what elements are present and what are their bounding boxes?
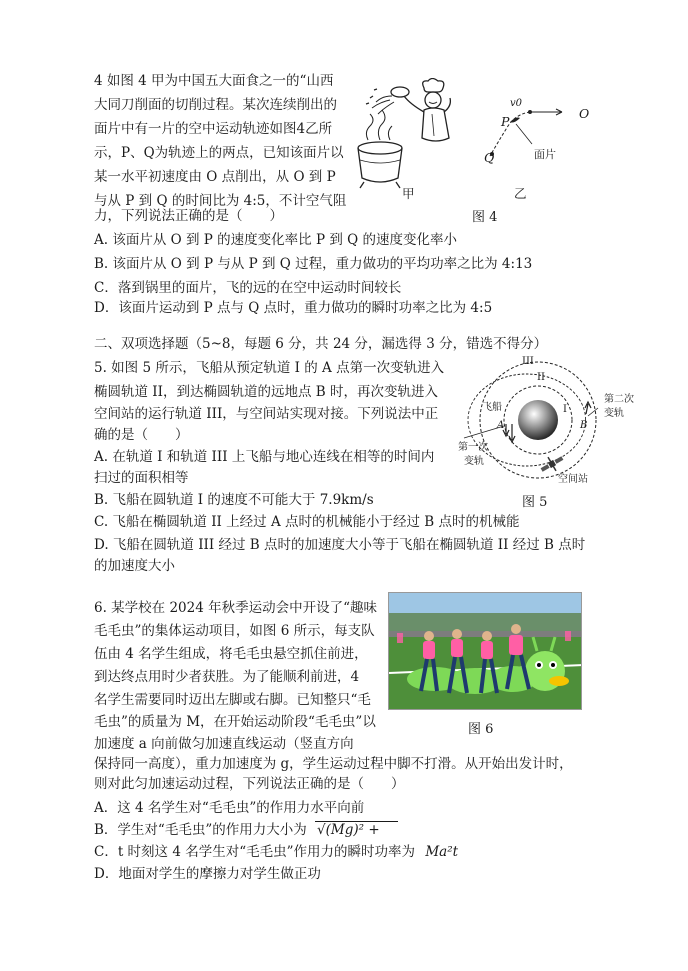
q6-line-7: 加速度 a 向前做匀加速直线运动（竖直方向 — [94, 736, 354, 752]
q5-line-4: 确的是（ ） — [94, 427, 189, 443]
q6-line-1: 6. 某学校在 2024 年秋季运动会中开设了“趣味 — [94, 600, 378, 616]
q5-option-b: B. 飞船在圆轨道 I 的速度不可能大于 7.9km/s — [94, 492, 374, 508]
q6-option-c-text: C．t 时刻这 4 名学生对“毛毛虫”作用力的瞬时功率为 — [94, 844, 416, 860]
q6-option-d: D．地面对学生的摩擦力对学生做正功 — [94, 866, 321, 882]
q6-line-3: 伍由 4 名学生组成，将毛毛虫悬空抓住前进， — [94, 646, 368, 662]
q4-option-b: B. 该面片从 O 到 P 与从 P 到 Q 过程，重力做功的平均功率之比为 4:13 — [94, 256, 533, 272]
caterpillar-race-photo — [388, 592, 582, 710]
label-point-a: A — [497, 420, 505, 431]
q5-option-a-cont: 扫过的面积相等 — [94, 470, 189, 486]
q4-line-1: 4 如图 4 甲为中国五大面食之一的“山西 — [94, 73, 334, 89]
q6-line-6: 毛虫”的质量为 M，在开始运动阶段“毛毛虫”以 — [94, 714, 376, 730]
q4-line-2: 大同刀削面的切削过程。某次连续削出的 — [94, 97, 337, 113]
orbit-label-i: I — [563, 404, 567, 415]
label-spaceship: 飞船 — [482, 402, 502, 413]
q6-option-c-formula: Ma²t — [425, 844, 459, 860]
q6-line-8: 保持同一高度），重力加速度为 g，学生运动过程中脚不打滑。从开始出发计时， — [94, 756, 573, 772]
orbit-label-iii: III — [522, 356, 534, 367]
q4-line-4: 示，P、Q为轨迹上的两点，已知该面片以 — [94, 145, 344, 161]
q4-option-c: C．落到锅里的面片，飞的远的在空中运动时间较长 — [94, 280, 402, 296]
figure-5-caption: 图 5 — [522, 495, 548, 510]
label-space-station: 空间站 — [558, 474, 588, 485]
q6-line-9: 则对此匀加速运动过程，下列说法正确的是（ ） — [94, 776, 405, 792]
label-v0: v0 — [510, 98, 523, 109]
chef-cutting-noodles-illustration — [354, 78, 466, 190]
label-first-transfer-2: 变轨 — [464, 456, 484, 467]
q5-option-d: D. 飞船在圆轨道 III 经过 B 点时的加速度大小等于飞船在椭圆轨道 II 经过 B 点时 — [94, 537, 586, 553]
q5-option-a: A. 在轨道 I 和轨道 III 上飞船与地心连线在相等的时间内 — [94, 449, 435, 465]
q4-line-7: 力，下列说法正确的是（ ） — [94, 208, 283, 224]
q4-line-3: 面片中有一片的空中运动轨迹如图4乙所 — [94, 121, 333, 137]
label-second-transfer-2: 变轨 — [604, 408, 624, 419]
figure-6-caption: 图 6 — [468, 722, 494, 737]
label-first-transfer-1: 第一次 — [458, 442, 488, 453]
q4-line-6: 与从 P 到 Q 的时间比为 4:5，不计空气阻 — [94, 193, 347, 209]
q5-option-d-cont: 的加速度大小 — [94, 558, 175, 574]
q6-option-a: A．这 4 名学生对“毛毛虫”的作用力水平向前 — [94, 800, 365, 816]
label-point-b: B — [580, 420, 588, 431]
section-2-heading: 二、双项选择题（5~8，每题 6 分，共 24 分，漏选得 3 分，错选不得分） — [94, 336, 548, 352]
figure-4-label-yi: 乙 — [514, 186, 527, 201]
q6-option-b — [94, 820, 398, 840]
q6-line-2: 毛毛虫”的集体运动项目，如图 6 所示，每支队 — [94, 623, 375, 639]
q6-option-b-text: B．学生对“毛毛虫”的作用力大小为 — [94, 822, 307, 838]
label-o: O — [579, 106, 590, 121]
q4-option-d: D．该面片运动到 P 点与 Q 点时，重力做功的瞬时功率之比为 4:5 — [94, 300, 493, 316]
label-noodle-piece: 面片 — [534, 148, 556, 161]
label-p: P — [501, 114, 510, 129]
orbit-label-ii: II — [537, 372, 545, 383]
q6-line-4: 到达终点用时少者获胜。为了能顺利前进，4 — [94, 669, 360, 685]
label-second-transfer-1: 第二次 — [604, 394, 634, 405]
figure-4-label-jia: 甲 — [402, 186, 415, 201]
q5-line-2: 椭圆轨道 II，到达椭圆轨道的远地点 B 时，再次变轨进入 — [94, 384, 438, 400]
q6-option-c — [94, 842, 458, 862]
q6-line-5: 名学生需要同时迈出左脚或右脚。已知整只“毛 — [94, 692, 371, 708]
figure-4-caption: 图 4 — [472, 210, 498, 225]
q5-option-c: C. 飞船在椭圆轨道 II 上经过 A 点时的机械能小于经过 B 点时的机械能 — [94, 514, 520, 530]
q6-option-b-formula: √(Mg)² + — [315, 821, 398, 838]
q4-option-a: A. 该面片从 O 到 P 的速度变化率比 P 到 Q 的速度变化率小 — [94, 232, 457, 248]
label-q: Q — [484, 150, 495, 165]
q5-line-3: 空间站的运行轨道 III，与空间站实现对接。下列说法中正 — [94, 406, 439, 422]
q5-line-1: 5. 如图 5 所示，飞船从预定轨道 I 的 A 点第一次变轨进入 — [94, 360, 445, 376]
q4-line-5: 某一水平初速度由 O 点削出，从 O 到 P — [94, 169, 336, 185]
